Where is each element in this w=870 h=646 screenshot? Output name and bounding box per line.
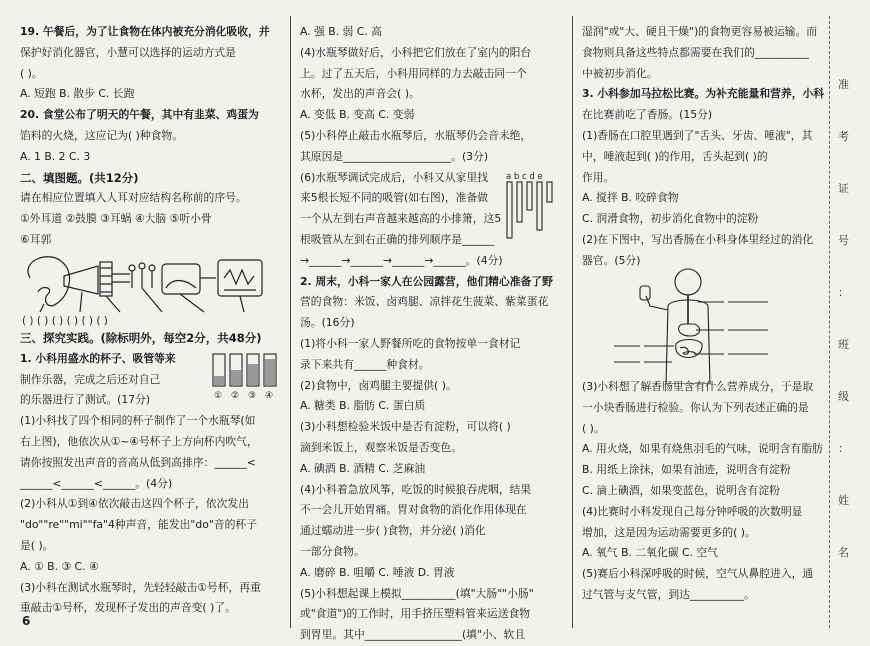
binding-mark: 证 [838, 182, 849, 195]
text-line: 湿润"或"大、硬且干燥")的食物更容易被运输。而 [582, 25, 818, 38]
text-line: 20. 食堂公布了明天的午餐，其中有韭菜、鸡蛋为 [20, 108, 259, 122]
text-line: ( )。 [20, 66, 43, 80]
text-line: 录下来共有______种食材。 [300, 357, 430, 371]
text-line: ( )。 [582, 421, 605, 435]
text-line: 在比赛前吃了香肠。(15分) [582, 108, 713, 122]
text-line: A. 磨碎 B. 咀嚼 C. 唾液 D. 胃液 [300, 565, 455, 579]
column-3-top [582, 22, 825, 272]
water-cups-figure [210, 352, 280, 400]
text-line: →______→______→______→______。(4分) [300, 253, 503, 267]
diagram-brackets: ( ) ( ) ( ) ( ) ( ) ( ) [22, 315, 108, 327]
text-line: A. 变低 B. 变高 C. 变弱 [300, 108, 415, 122]
text-line: 一部分食物。 [300, 544, 365, 558]
column-1-top [20, 22, 280, 251]
text-line: ①外耳道 ②鼓膜 ③耳蜗 ④大脑 ⑤听小骨 [20, 212, 212, 226]
text-line: 器官。(5分) [582, 253, 641, 267]
text-line: (3)小科想了解香肠里含有什么营养成分，于是取 [582, 380, 814, 393]
text-line: 来5根长短不同的吸管(如右图)，准备做 [300, 191, 489, 205]
text-line: 汤。(16分) [300, 316, 355, 330]
binding-mark: 名 [838, 546, 849, 559]
text-line: (5)赛后小科深呼吸的时候，空气从鼻腔进入，通 [582, 567, 814, 581]
text-line: 不一会儿开始胃痛。胃对食物的消化作用体现在 [300, 503, 527, 517]
text-line: 重敲击①号杯，发现杯子发出的声音变( )了。 [20, 601, 236, 615]
binding-mark: ： [838, 286, 849, 299]
text-line: (2)食物中，卤鸡腿主要提供( )。 [300, 378, 457, 392]
text-line: A. 糖类 B. 脂肪 C. 蛋白质 [300, 399, 426, 413]
ear-diagram [20, 248, 280, 330]
text-line: (4)水瓶琴做好后，小科把它们放在了室内的阳台 [300, 45, 532, 59]
text-line: "do""re""mi""fa"4种声音，能发出"do"音的杯子 [20, 518, 257, 532]
column-3-bottom [582, 377, 822, 606]
column-2 [300, 22, 562, 646]
page-number: 6 [22, 614, 31, 628]
text-line: 三、探究实践。(除标明外，每空2分，共48分) [20, 331, 262, 345]
text-line: A. 短跑 B. 散步 C. 长跑 [20, 87, 135, 101]
text-line: 中，唾液起到( )的作用，舌头起到( )的 [582, 149, 768, 163]
straw-labels: a b c d e [506, 172, 543, 182]
text-line: 保护好消化器官，小慧可以选择的运动方式是 [20, 45, 236, 59]
text-line: C. 滴上碘酒，如果变蓝色，说明含有淀粉 [582, 483, 780, 497]
text-line: 增加，这是因为运动需要更多的( )。 [582, 525, 756, 539]
straws-figure [505, 170, 553, 242]
text-line: (5)小科停止敲击水瓶琴后，水瓶琴仍会音未绝， [300, 128, 532, 142]
text-line: (5)小科想起课上模拟__________(填"大肠""小肠" [300, 586, 534, 600]
text-line: (4)比赛时小科发现自己每分钟呼吸的次数明显 [582, 504, 803, 518]
text-line: A. 1 B. 2 C. 3 [20, 149, 91, 163]
text-line: (1)小科找了四个相同的杯子制作了一个水瓶琴(如 [20, 414, 256, 428]
text-line: A. ① B. ③ C. ④ [20, 559, 99, 573]
text-line: 水杯，发出的声音会( )。 [300, 87, 420, 101]
text-line: 一小块香肠进行检验。你认为下列表述正确的是 [582, 400, 809, 414]
text-line: 其原因是____________________。(3分) [300, 149, 489, 163]
text-line: 19. 午餐后，为了让食物在体内被充分消化吸收，并 [20, 25, 270, 38]
text-line: ⑥耳郭 [20, 232, 52, 246]
text-line: 二、填图题。(共12分) [20, 170, 139, 185]
text-line: A. 搅拌 B. 咬碎食物 [582, 191, 679, 205]
text-line: (4)小科着急放风筝，吃饭的时候狼吞虎咽，结果 [300, 482, 532, 496]
binding-mark: 姓 [838, 494, 849, 507]
text-line: (2)在下图中，写出香肠在小科身体里经过的消化 [582, 232, 814, 246]
text-line: B. 用纸上涂抹，如果有油迹，说明含有淀粉 [582, 463, 791, 477]
binding-mark: 班 [838, 338, 849, 351]
binding-mark: ： [838, 442, 849, 455]
text-line: 滴到米饭上，观察米饭是否变色。 [300, 440, 462, 454]
text-line: 制作乐器，完成之后还对自己 [20, 372, 161, 386]
text-line: 过气管与支气管，到达__________。 [582, 587, 755, 601]
text-line: A. 碘酒 B. 酒精 C. 芝麻油 [300, 461, 426, 475]
text-line: 作用。 [582, 170, 615, 184]
cup-label-4: ④ [265, 391, 274, 400]
text-line: 根吸管从左到右正确的排列顺序是______ [300, 232, 495, 246]
text-line: A. 强 B. 弱 C. 高 [300, 25, 382, 38]
text-line: (1)将小科一家人野餐所吃的食物按单一食材记 [300, 336, 521, 350]
binding-mark: 考 [838, 130, 849, 143]
text-line: 到胃里。其中__________________(填"小、软且 [300, 628, 526, 642]
digestive-system-figure [610, 266, 820, 384]
text-line: (3)小科在测试水瓶琴时，先轻轻敲击①号杯，再重 [20, 580, 261, 594]
binding-mark: 号 [838, 234, 849, 247]
text-line: 是( )。 [20, 538, 54, 552]
text-line: 3. 小科参加马拉松比赛。为补充能量和营养，小科 [582, 87, 825, 101]
text-line: (2)小科从①到④依次敲击这四个杯子，依次发出 [20, 497, 249, 511]
text-line: A. 氧气 B. 二氧化碳 C. 空气 [582, 546, 718, 560]
text-line: 馅料的火烧，这应记为( )种食物。 [20, 128, 184, 142]
text-line: 请在相应位置填入人耳对应结构名称前的序号。 [20, 191, 247, 205]
text-line: A. 用火烧，如果有烧焦羽毛的气味，说明含有脂肪 [582, 442, 823, 456]
column-divider-2 [572, 16, 573, 628]
text-line: 食物则具备这些特点都需要在我们的__________ [582, 45, 809, 59]
text-line: 1. 小科用盛水的杯子、吸管等来 [20, 351, 176, 365]
text-line: 中被初步消化。 [582, 66, 658, 80]
text-line: 通过蠕动进一步( )食物，并分泌( )消化 [300, 524, 486, 538]
cup-label-2: ② [231, 391, 240, 400]
text-line: 请你按照发出声音的音高从低到高排序：______< [20, 455, 256, 469]
binding-margin [829, 16, 856, 628]
text-line: C. 润滑食物，初步消化食物中的淀粉 [582, 212, 759, 226]
column-divider-1 [290, 16, 291, 628]
text-line: 2. 周末，小科一家人在公园露营，他们精心准备了野 [300, 274, 553, 288]
text-line: 上。过了五天后，小科用同样的力去敲击同一个 [300, 66, 527, 80]
text-line: 右上图)，他依次从①~④号杯子上方向杯内吹气， [20, 434, 258, 448]
cup-label-1: ① [214, 391, 223, 400]
text-line: (6)水瓶琴调试完成后，小科又从家里找 [300, 170, 489, 184]
text-line: 营的食物：米饭、卤鸡腿、凉拌花生菠菜、紫菜蛋花 [300, 295, 549, 309]
binding-mark: 准 [838, 78, 849, 91]
text-line: (1)香肠在口腔里遇到了"舌头、牙齿、唾液"，其 [582, 128, 813, 142]
text-line: 的乐器进行了测试。(17分) [20, 393, 151, 407]
text-line: 一个从左到右声音越来越高的小排箫，这5 [300, 212, 502, 226]
text-line: (3)小科想检验米饭中是否有淀粉，可以将( ) [300, 420, 511, 434]
text-line: 或"食道")的工作时，用手挤压塑料管来运送食物 [300, 607, 531, 621]
text-line: ______<______<______。(4分) [20, 476, 173, 490]
cup-label-3: ③ [248, 391, 257, 400]
binding-mark: 级 [838, 390, 849, 403]
